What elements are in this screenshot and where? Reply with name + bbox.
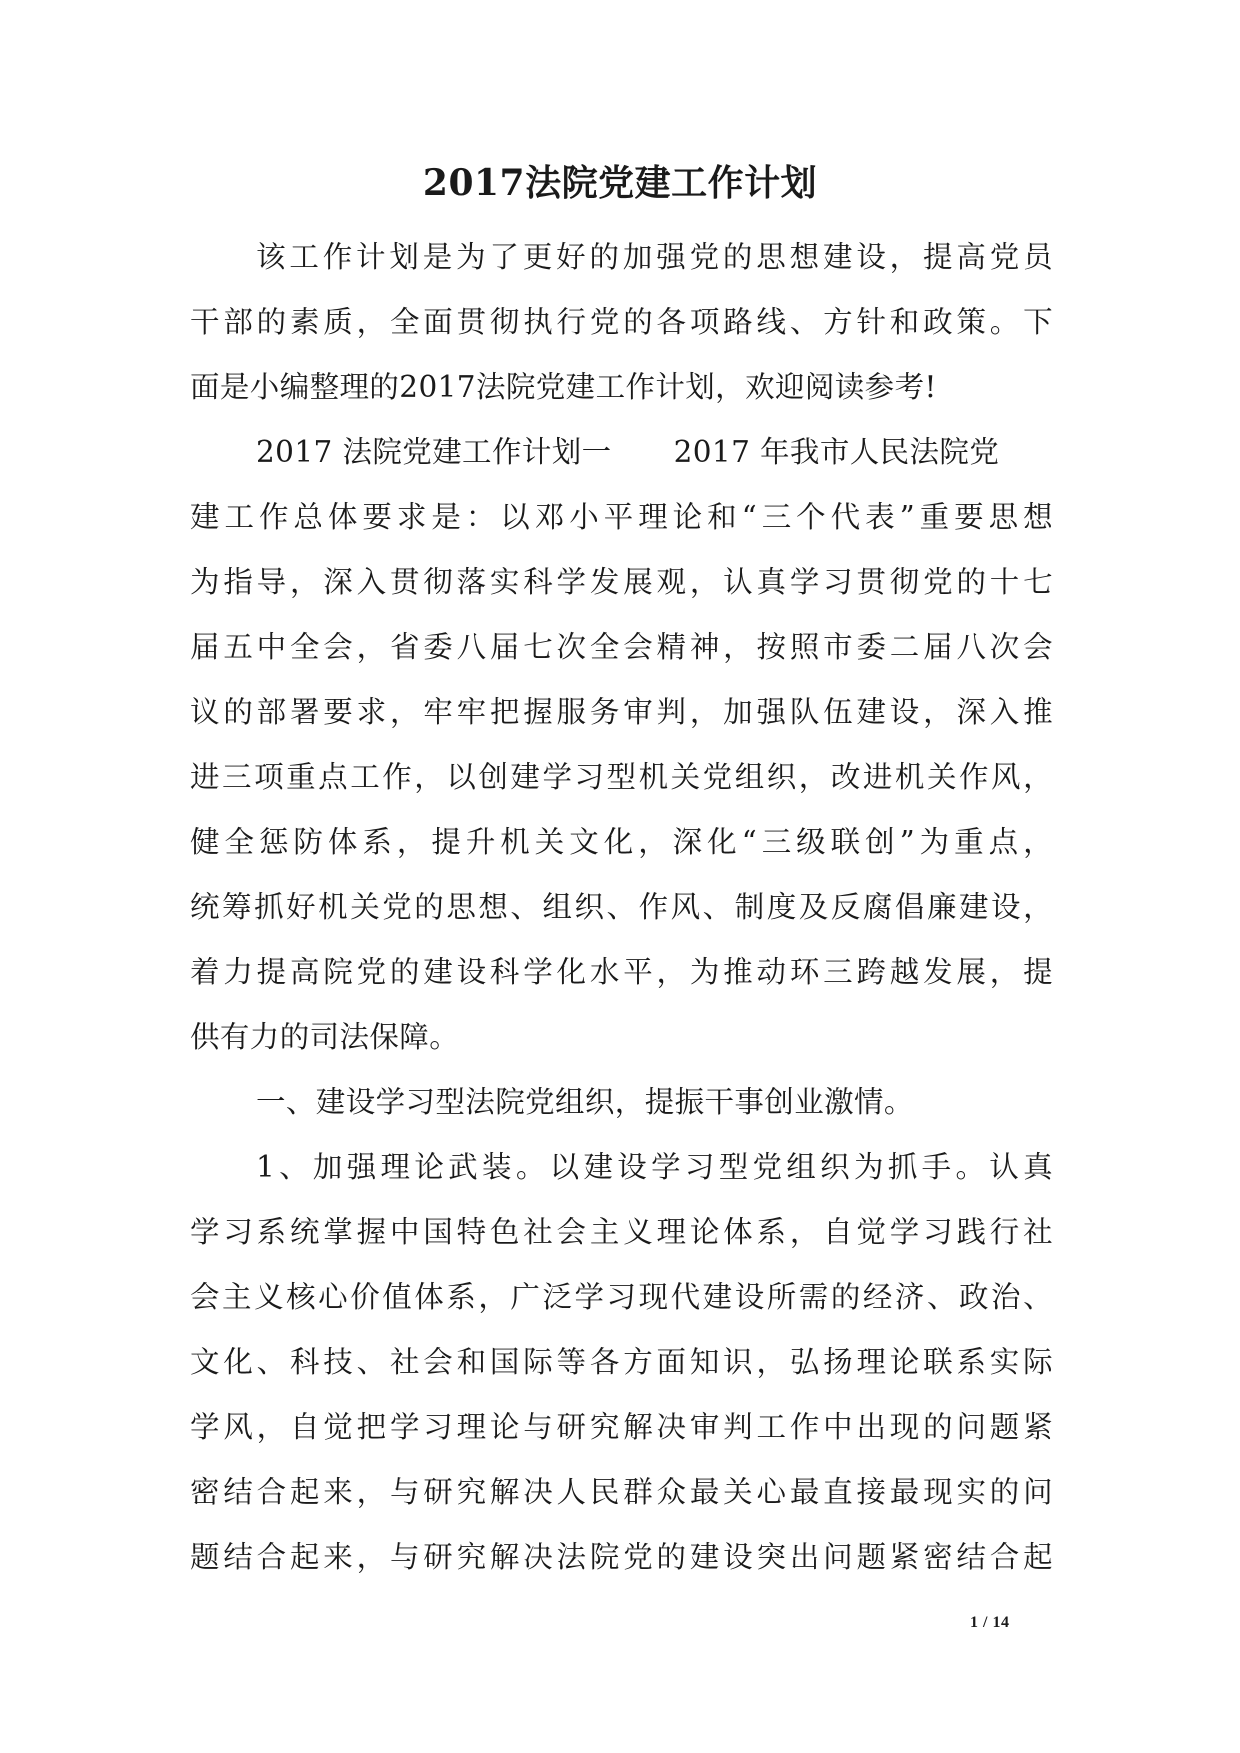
document-body	[190, 225, 1053, 1590]
paragraph-2-line-3: 为指导，深入贯彻落实科学发展观，认真学习贯彻党的十七	[190, 565, 1053, 599]
page-number: 1 / 14	[970, 1614, 1010, 1631]
paragraph-2-line-6: 进三项重点工作，以创建学习型机关党组织，改进机关作风，	[190, 760, 1053, 794]
paragraph-2-opening: 2017 年我市人民法院党	[673, 435, 1000, 469]
paragraph-4-line-4: 文化、科技、社会和国际等各方面知识，弘扬理论联系实际	[190, 1345, 1053, 1379]
paragraph-2-line-5: 议的部署要求，牢牢把握服务审判，加强队伍建设，深入推	[190, 695, 1053, 729]
paragraph-2-line-4: 届五中全会，省委八届七次全会精神，按照市委二届八次会	[190, 630, 1053, 664]
paragraph-2-line-9: 着力提高院党的建设科学化水平，为推动环三跨越发展，提	[190, 955, 1053, 989]
paragraph-2-line-8: 统筹抓好机关党的思想、组织、作风、制度及反腐倡廉建设，	[190, 890, 1053, 924]
paragraph-4-line-2: 学习系统掌握中国特色社会主义理论体系，自觉学习践行社	[190, 1215, 1053, 1249]
paragraph-1-line-2: 干部的素质，全面贯彻执行党的各项路线、方针和政策。下	[190, 305, 1053, 339]
paragraph-2-line-2: 建工作总体要求是：以邓小平理论和“三个代表”重要思想	[190, 500, 1053, 534]
paragraph-1-line-1: 该工作计划是为了更好的加强党的思想建设，提高党员	[256, 240, 1053, 274]
paragraph-1-line-3: 面是小编整理的2017法院党建工作计划，欢迎阅读参考!	[190, 370, 937, 404]
paragraph-4-line-3: 会主义核心价值体系，广泛学习现代建设所需的经济、政治、	[190, 1280, 1053, 1314]
section-heading-plan-one: 2017 法院党建工作计划一	[256, 435, 612, 469]
paragraph-4-line-1: 1、加强理论武装。以建设学习型党组织为抓手。认真	[256, 1150, 1053, 1184]
paragraph-2-line-1	[190, 420, 1053, 485]
section-heading-1: 一、建设学习型法院党组织，提振干事创业激情。	[256, 1085, 914, 1119]
paragraph-2-line-7: 健全惩防体系，提升机关文化，深化“三级联创”为重点，	[190, 825, 1053, 859]
document-title: 2017法院党建工作计划	[422, 162, 818, 204]
paragraph-4-line-6: 密结合起来，与研究解决人民群众最关心最直接最现实的问	[190, 1475, 1053, 1509]
paragraph-2-line-10: 供有力的司法保障。	[190, 1020, 460, 1054]
paragraph-4-line-5: 学风，自觉把学习理论与研究解决审判工作中出现的问题紧	[190, 1410, 1053, 1444]
paragraph-4-line-7: 题结合起来，与研究解决法院党的建设突出问题紧密结合起	[190, 1540, 1053, 1574]
